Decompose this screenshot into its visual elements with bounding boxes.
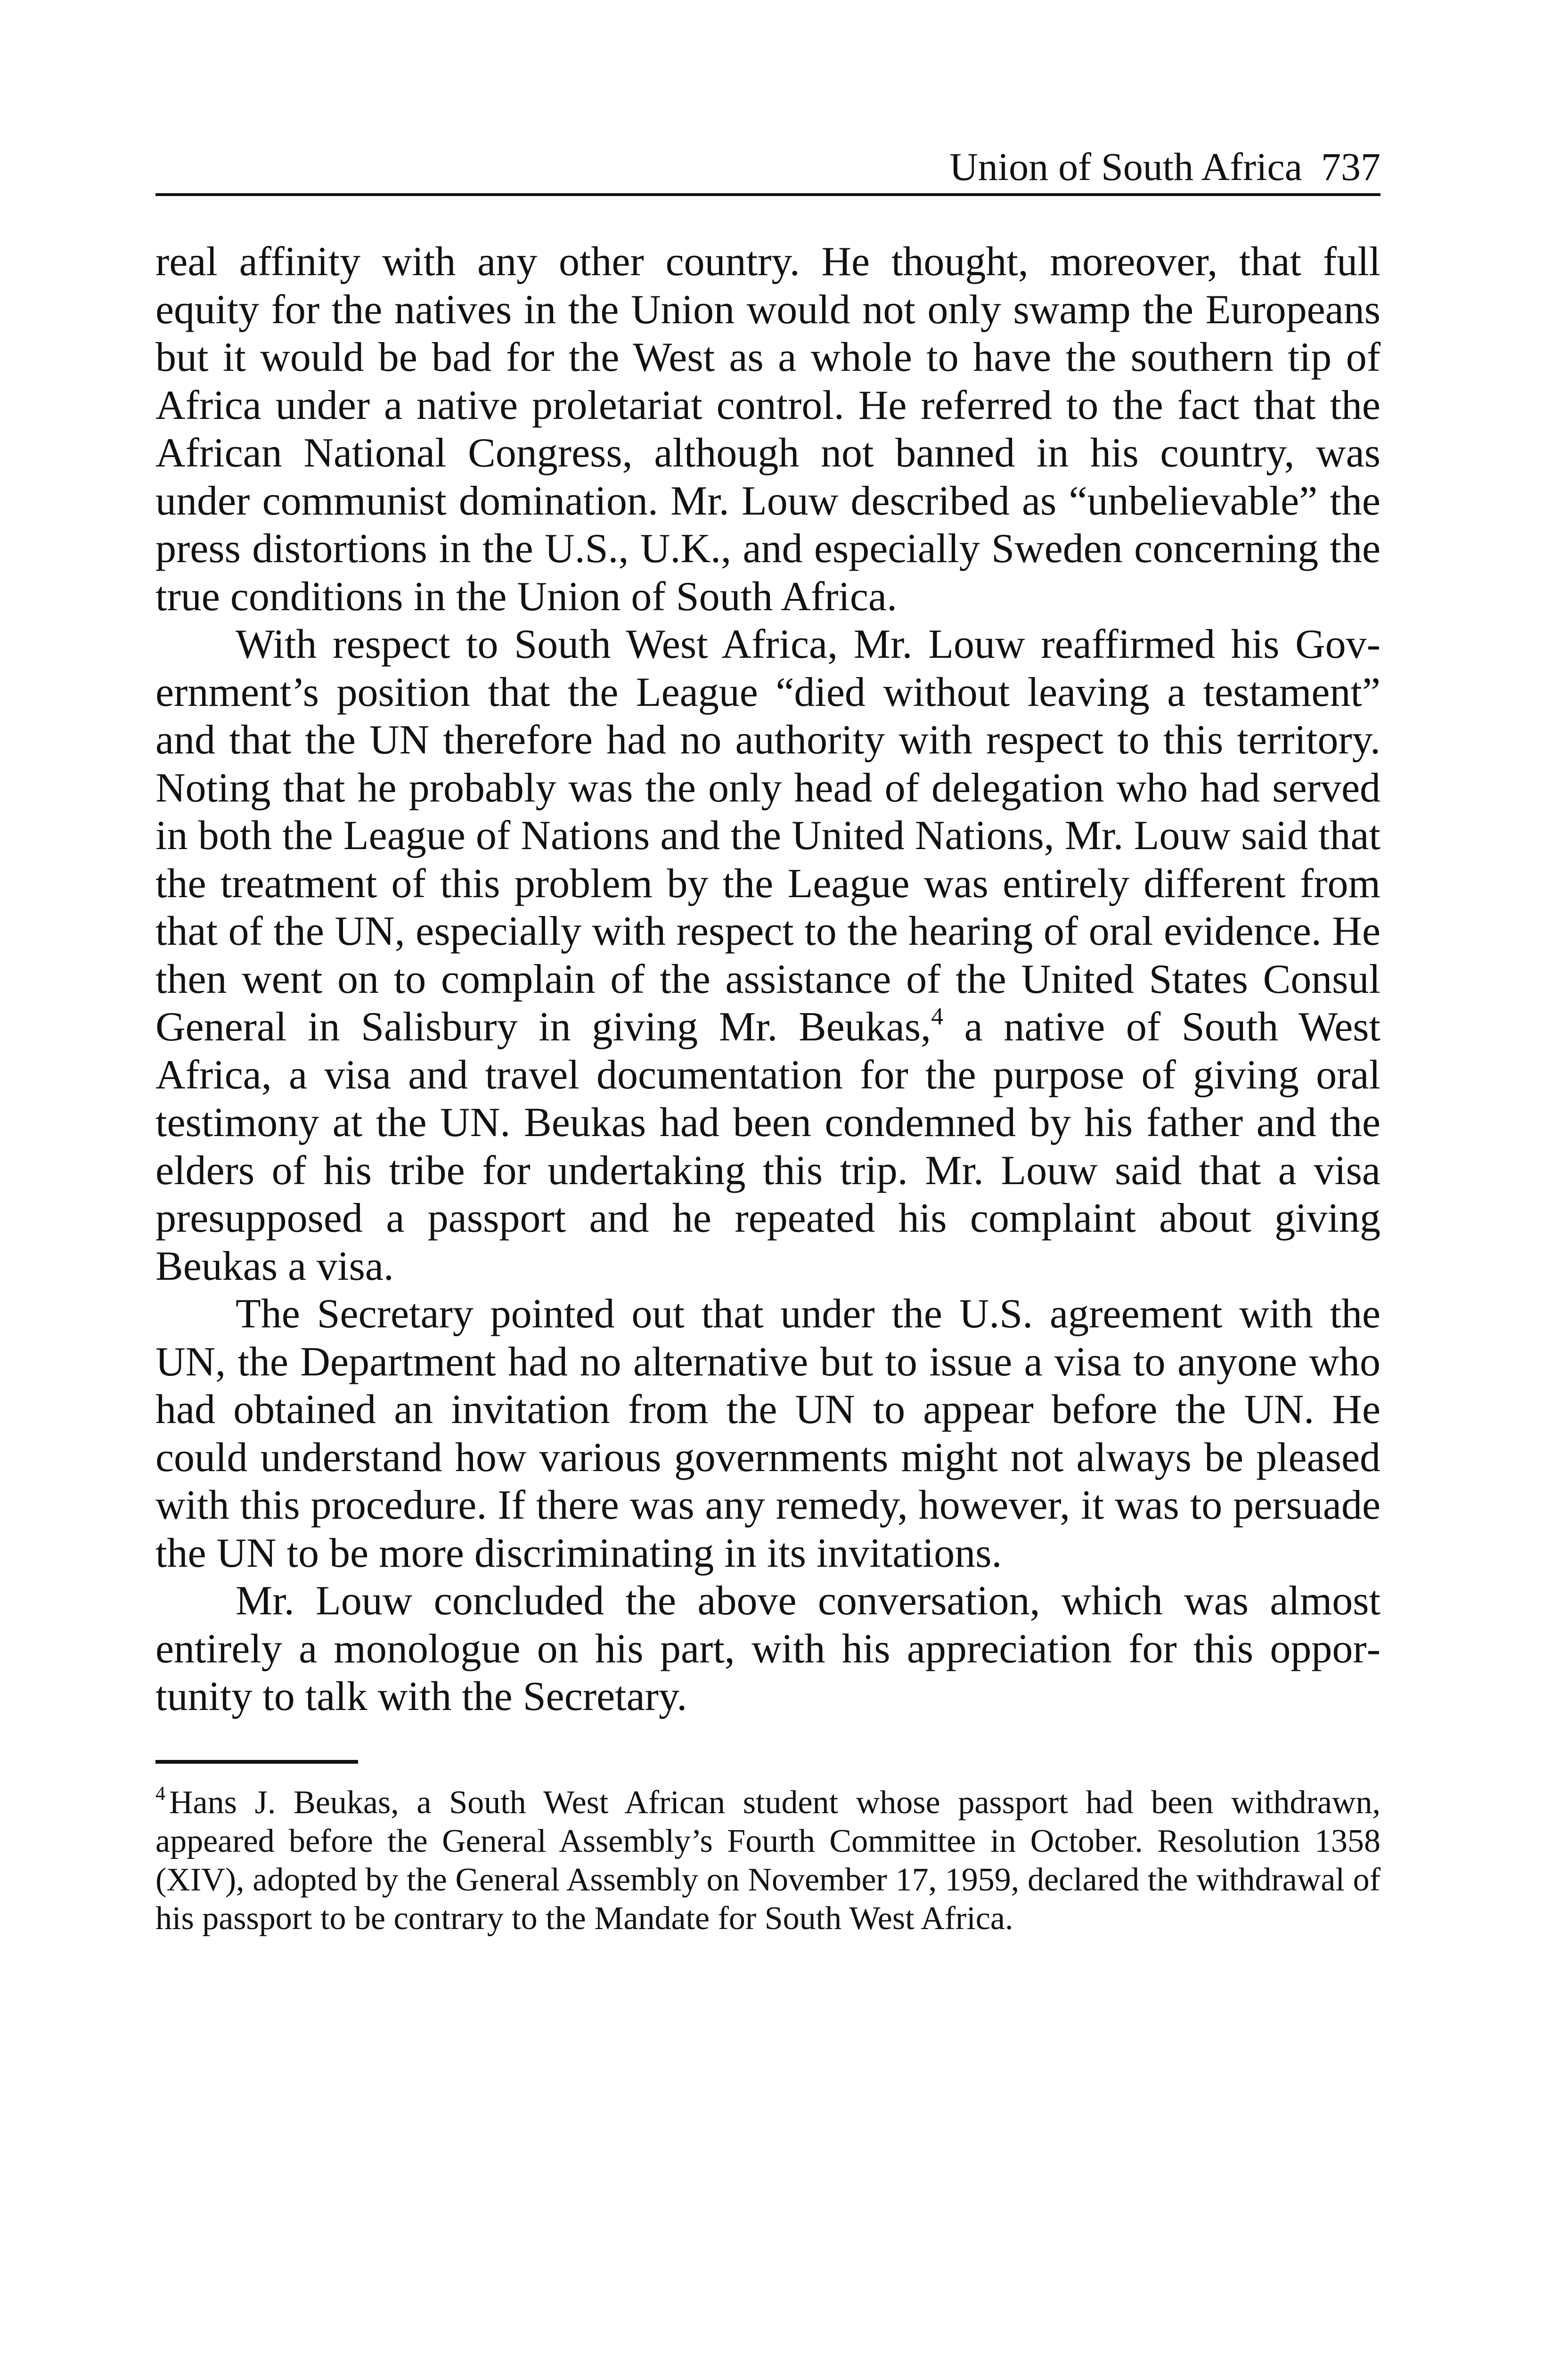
paragraph-1: real affinity with any other country. He thought, moreover, that full equity for the natives in the Union would not only swamp the Europeans but it would be bad for the West as a whole to have the southern tip of Africa under a native proletariat control. He referred to the fact that the African National Congress, although not banned in his country, was under communist domination. Mr. Louw described as “unbelievable” the press distortions in the U.S., U.K., and especially Sweden concerning the true conditions in the Union of South Africa. — [155, 239, 1380, 620]
footnote — [155, 1783, 1380, 1938]
paragraph-3: The Secretary pointed out that under the U.S. agreement with the UN, the Department had no alternative but to issue a visa to anyone who had obtained an invitation from the UN to appear before the UN. He could understand how various governments might not always be pleased with this procedure. If there was any remedy, however, it was to persuade the UN to be more discriminating in its invitations. — [155, 1291, 1380, 1576]
footnote-text: Hans J. Beukas, a South West African student whose passport had been withdrawn, appeared before the General Assembly’s Fourth Committee in October. Resolution 1358 (XIV), adopted by the General Assembly on November 17, 1959, declared the withdrawal of his passport to be contrary to the Mandate for South West Africa. — [155, 1784, 1380, 1937]
page-number: 737 — [1321, 145, 1380, 189]
footnote-4 — [155, 1783, 1380, 1938]
body-text — [155, 238, 1380, 1721]
paragraph-2-part-1: With respect to South West Africa, Mr. Louw reaffirmed his Government’s position that the League “died without leaving a testament” and that the UN therefore had no authority with respect to this territory. Noting that he probably was the only head of delegation who had served in both the League of Nations and the United Nations, Mr. Louw said that the treatment of this problem by the League was entirely different from that of the UN, especially with respect to the hearing of oral evidence. He then went on to complain of the assistance of the United States Consul General in Salisbury in giving Mr. Beukas, — [155, 622, 1380, 1050]
footnote-number: 4 — [155, 1783, 165, 1805]
footnote-rule — [155, 1760, 358, 1764]
running-title: Union of South Africa — [949, 145, 1302, 189]
running-head — [155, 141, 1380, 196]
footnote-reference: 4 — [931, 1003, 944, 1030]
paragraph-2 — [155, 621, 1380, 1290]
paragraph-2-part-2: a native of South West Africa, a visa and travel documentation for the purpose of giving oral testimony at the UN. Beukas had been condemned by his father and the elders of his tribe for undertaking this trip. Mr. Louw said that a visa presupposed a passport and he repeated his complaint about giving Beukas a visa. — [155, 1004, 1380, 1289]
paragraph-4: Mr. Louw concluded the above conversation, which was almost entirely a monologue on his part, with his appreciation for this opportunity to talk with the Secretary. — [155, 1578, 1380, 1719]
